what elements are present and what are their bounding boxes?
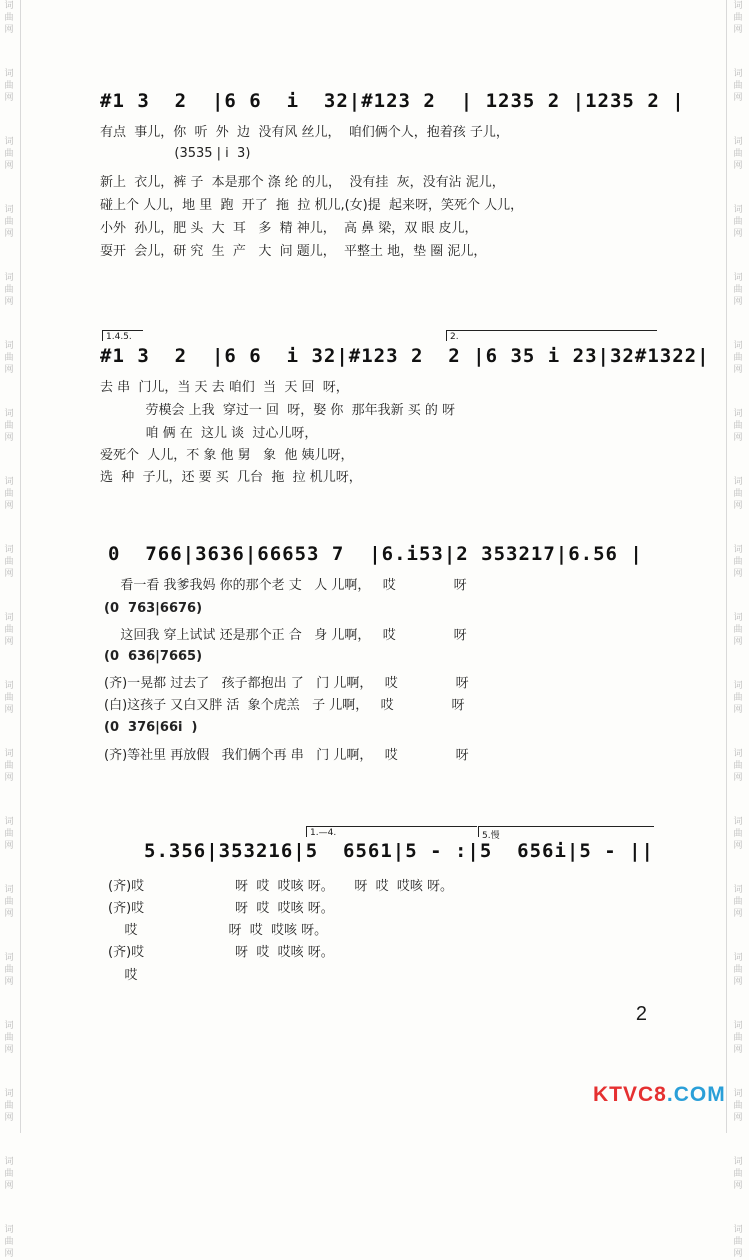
lyric-line: (0 636|7665): [104, 649, 203, 664]
lyric-line: (齐)哎 呀 哎 哎咳 呀。: [108, 901, 334, 916]
left-watermark-strip: [2, 0, 18, 1259]
watermark-text: 词 曲 网: [4, 885, 14, 919]
watermark-text: 词 曲 网: [733, 545, 743, 579]
watermark-text: 词 曲 网: [4, 817, 14, 851]
watermark-text: 词 曲 网: [4, 749, 14, 783]
watermark-text: 词 曲 网: [733, 681, 743, 715]
watermark-text: 词 曲 网: [4, 137, 14, 171]
watermark-text: 词 曲 网: [4, 205, 14, 239]
lyric-line: 劳模会 上我 穿过一 回 呀，娶 你 那年我新 买 的 呀: [100, 403, 456, 418]
watermark-text: 词 曲 网: [733, 477, 743, 511]
lyric-line: 小外 孙儿，肥 头 大 耳 多 精 神儿， 高 鼻 梁，双 眼 皮儿，: [100, 221, 478, 236]
notation-line-3: 0 766|3636|66653 7 |6.i53|2 353217|6.56 |: [108, 543, 643, 565]
notation-line-1: #1 3 2 |6 6 i 32|#123 2 | 1235 2 |1235 2 |: [100, 90, 685, 112]
watermark-text: 词 曲 网: [4, 1089, 14, 1123]
right-watermark-strip: [731, 0, 747, 1259]
volta-bracket: [446, 330, 657, 341]
volta-bracket: [478, 826, 654, 841]
logo-part-brand: KTVC8: [593, 1083, 667, 1106]
watermark-text: 词 曲 网: [733, 273, 743, 307]
lyric-line: 有点 事儿，你 听 外 边 没有风 丝儿， 咱们俩个人，抱着孩 子儿，: [100, 125, 509, 140]
page-number: 2: [635, 1003, 647, 1025]
watermark-text: 词 曲 网: [4, 273, 14, 307]
notation-line-4: 5.356|353216|5 6561|5 - :|5 656i|5 - ||: [144, 840, 654, 862]
watermark-text: 词 曲 网: [733, 205, 743, 239]
volta-label: 1.—4.: [310, 828, 337, 838]
logo-part-domain: .COM: [666, 1083, 726, 1106]
lyric-line: 哎: [108, 968, 138, 983]
lyric-line: (0 763|6676): [104, 601, 203, 616]
watermark-text: 词 曲 网: [733, 1021, 743, 1055]
watermark-text: 词 曲 网: [4, 953, 14, 987]
lyric-line: (齐)哎 呀 哎 哎咳 呀。: [108, 945, 334, 960]
watermark-text: 词 曲 网: [4, 1157, 14, 1191]
watermark-text: 词 曲 网: [4, 681, 14, 715]
lyric-line: 新上 衣儿，裤 子 本是那个 涤 纶 的儿， 没有挂 灰，没有沾 泥儿，: [100, 175, 505, 190]
watermark-text: 词 曲 网: [733, 749, 743, 783]
watermark-text: 词 曲 网: [733, 1225, 743, 1259]
lyric-line: 碰上个 人儿，地 里 跑 开了 拖 拉 机儿,(女)提 起来呀，笑死个 人儿，: [100, 198, 524, 213]
watermark-text: 词 曲 网: [4, 69, 14, 103]
lyric-line: 耍开 会儿，研 究 生 产 大 问 题儿， 平整土 地，垫 圈 泥儿，: [100, 244, 487, 259]
lyric-line: (齐)等社里 再放假 我们俩个再 串 门 儿啊， 哎 呀: [104, 748, 469, 763]
watermark-text: 词 曲 网: [4, 545, 14, 579]
watermark-text: 词 曲 网: [4, 613, 14, 647]
lyric-line: 哎 呀 哎 哎咳 呀。: [108, 923, 328, 938]
notation-line-2: #1 3 2 |6 6 i 32|#123 2 2 |6 35 i 23|32#1322|: [100, 345, 710, 367]
lyric-line: (白)这孩子 又白又胖 活 象个虎羔 子 儿啊， 哎 呀: [104, 698, 465, 713]
volta-label: 2.: [450, 332, 459, 342]
watermark-text: 词 曲 网: [733, 1157, 743, 1191]
watermark-text: 词 曲 网: [733, 137, 743, 171]
volta-bracket: [102, 330, 143, 341]
lyric-line: (齐)一晃都 过去了 孩子都抱出 了 门 儿啊， 哎 呀: [104, 676, 469, 691]
watermark-text: 词 曲 网: [733, 953, 743, 987]
watermark-text: 词 曲 网: [733, 409, 743, 443]
watermark-text: 词 曲 网: [4, 341, 14, 375]
watermark-text: 词 曲 网: [733, 613, 743, 647]
lyric-line: 去 串 门儿，当 天 去 咱们 当 天 回 呀，: [100, 380, 349, 395]
lyric-line: 选 种 子儿，还 要 买 几台 拖 拉 机儿呀，: [100, 470, 362, 485]
volta-label: 1.4.5.: [106, 332, 132, 342]
left-border-line: [20, 0, 21, 1133]
lyric-line: 这回我 穿上试试 还是那个正 合 身 儿啊， 哎 呀: [108, 628, 467, 643]
lyric-line: (0 376|66i ): [104, 720, 198, 735]
watermark-text: 词 曲 网: [4, 477, 14, 511]
right-border-line: [726, 0, 727, 1133]
site-logo[interactable]: [593, 1083, 726, 1107]
watermark-text: 词 曲 网: [4, 1, 14, 35]
watermark-text: 词 曲 网: [733, 69, 743, 103]
watermark-text: 词 曲 网: [4, 1225, 14, 1259]
volta-bracket: [306, 826, 477, 837]
watermark-text: 词 曲 网: [733, 817, 743, 851]
lyric-line: 咱 俩 在 这儿 谈 过心儿呀，: [100, 426, 318, 441]
watermark-text: 词 曲 网: [733, 341, 743, 375]
volta-label: 5.慢: [482, 831, 500, 841]
watermark-text: 词 曲 网: [733, 885, 743, 919]
lyric-line: 爱死个 人儿，不 象 他 舅 象 他 姨儿呀，: [100, 448, 354, 463]
watermark-text: 词 曲 网: [733, 1, 743, 35]
watermark-text: 词 曲 网: [4, 409, 14, 443]
watermark-text: 词 曲 网: [733, 1089, 743, 1123]
lyric-line: 看一看 我爹我妈 你的那个老 丈 人 儿啊， 哎 呀: [108, 578, 467, 593]
lyric-line: (齐)哎 呀 哎 哎咳 呀。 呀 哎 哎咳 呀。: [108, 879, 454, 894]
lyric-line: (3535 | i 3): [100, 146, 251, 161]
watermark-text: 词 曲 网: [4, 1021, 14, 1055]
